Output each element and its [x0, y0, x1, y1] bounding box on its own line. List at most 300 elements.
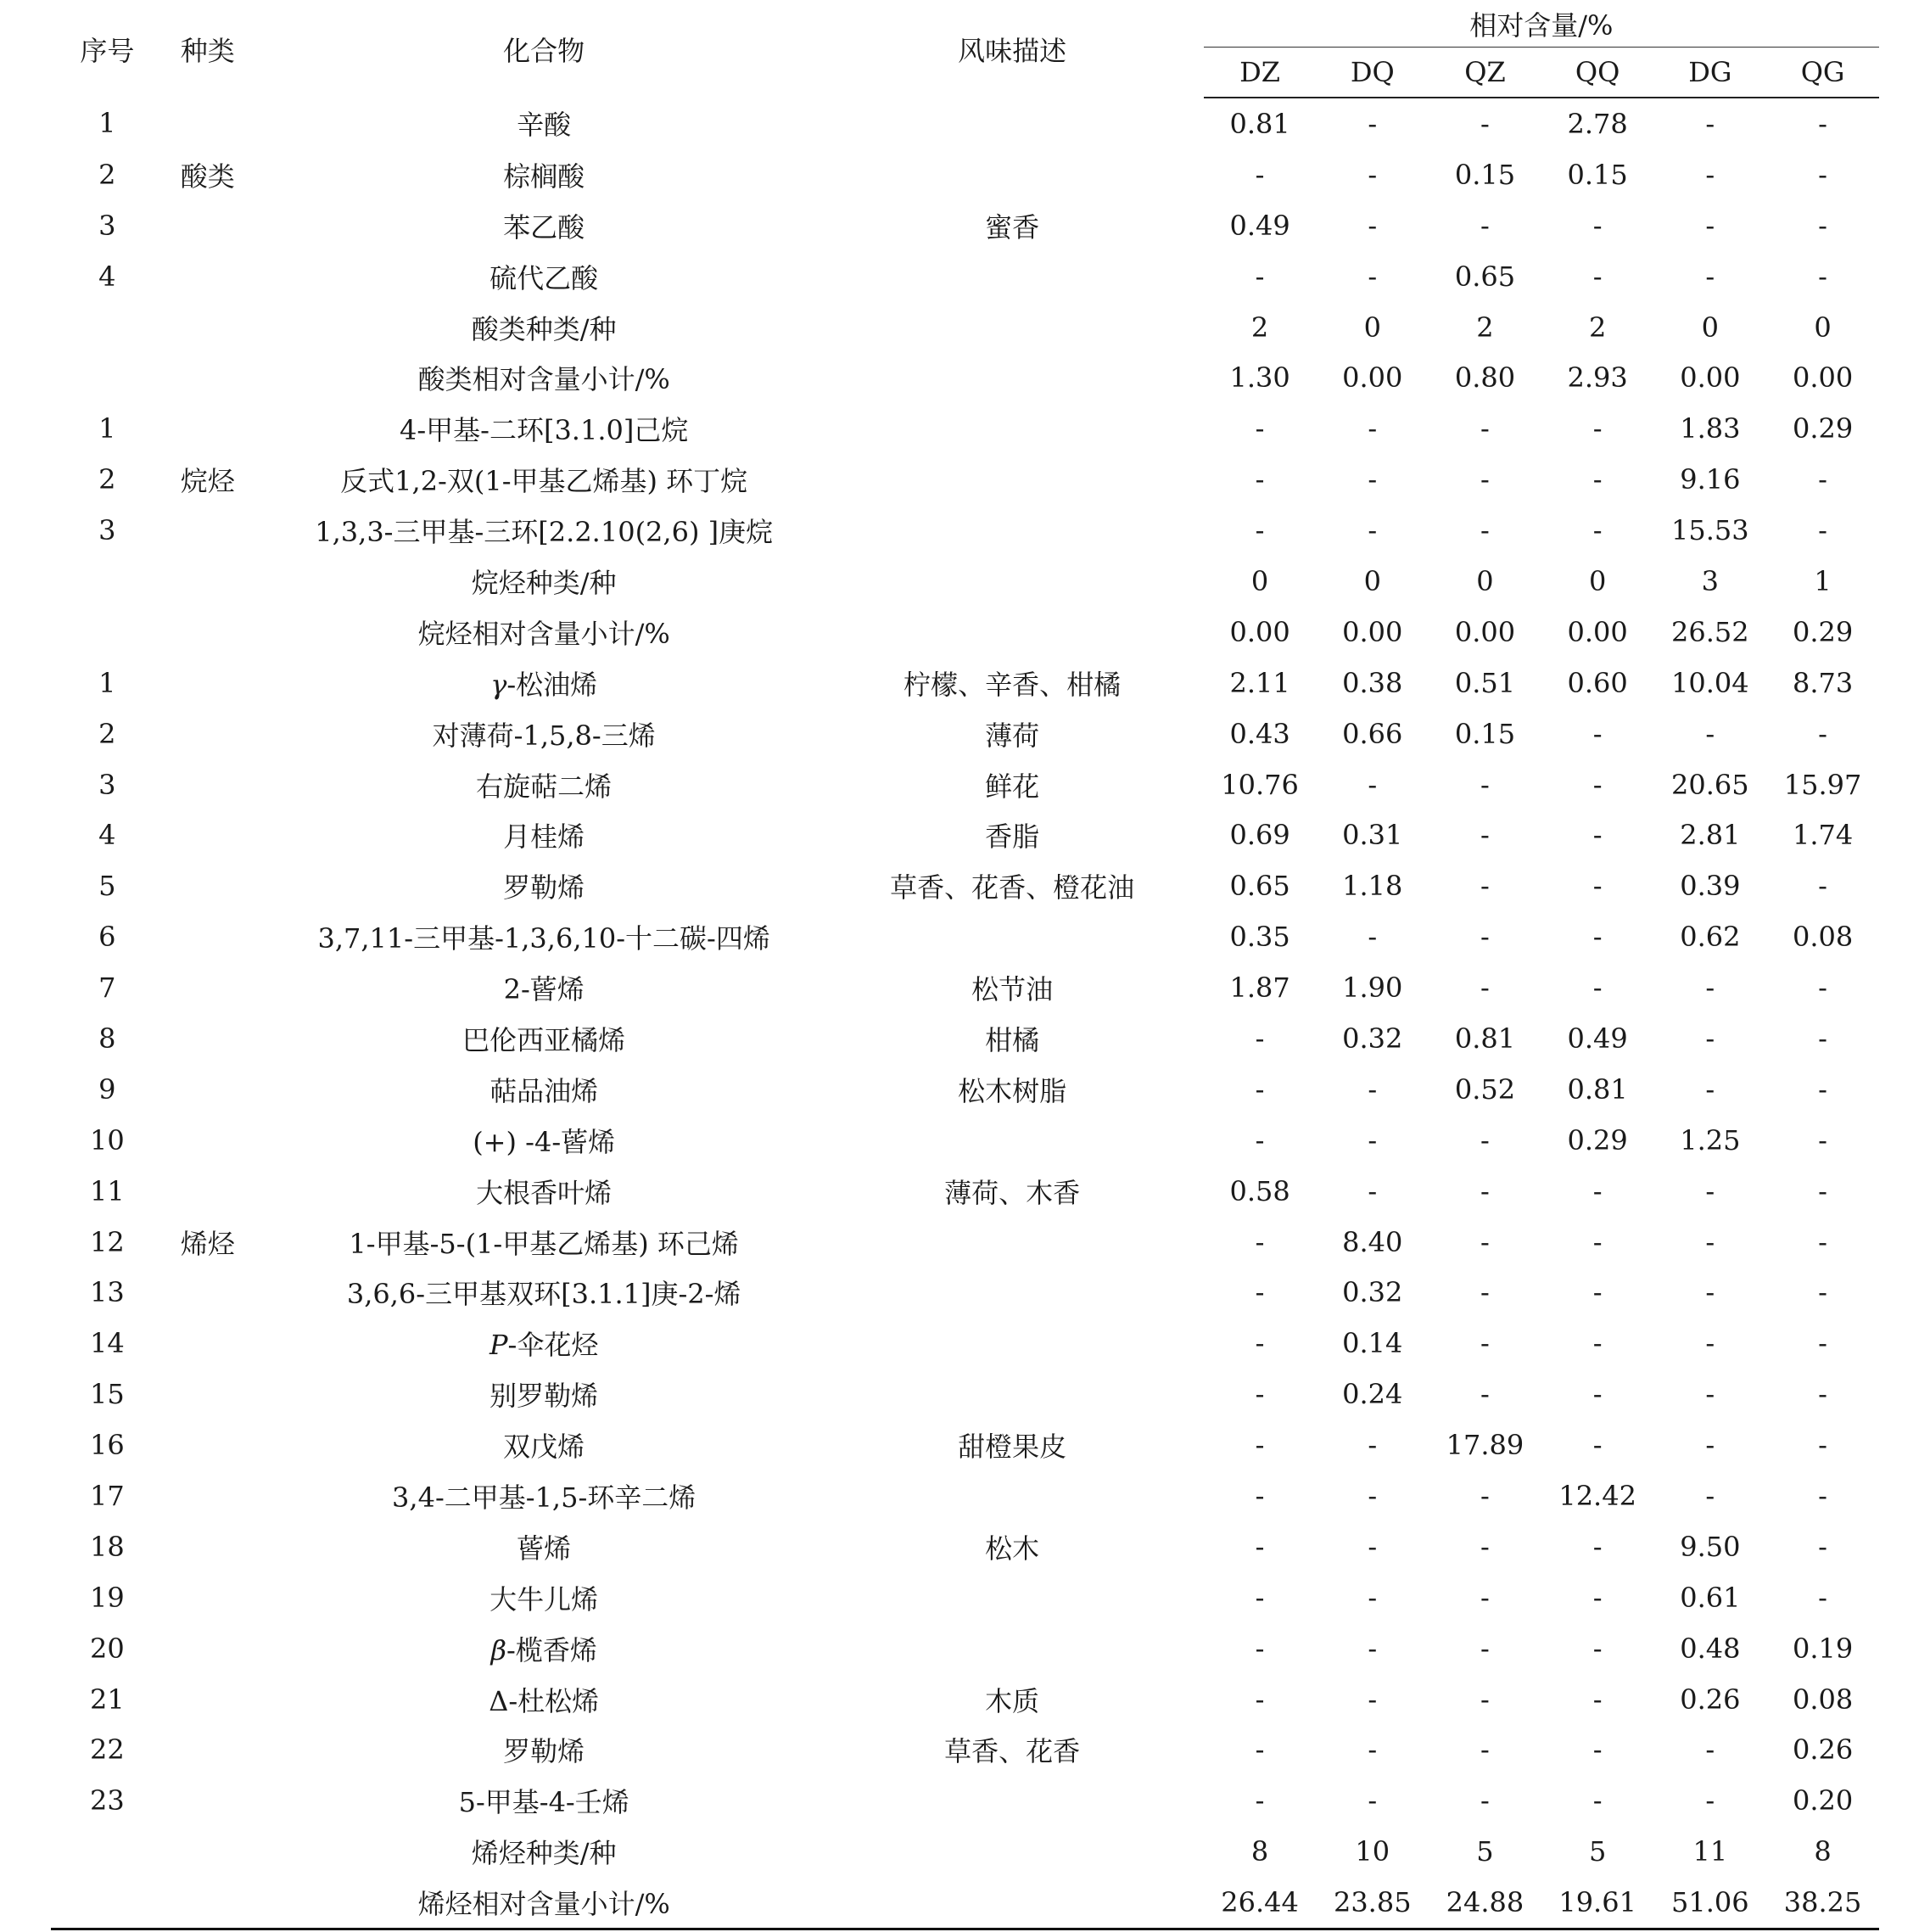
table-row — [51, 1725, 1879, 1776]
row-compound: 烷烃相对含量小计/% — [417, 617, 670, 650]
row-category — [164, 1369, 267, 1420]
row-value-dg: - — [1705, 1072, 1715, 1106]
row-value-qg: 0.00 — [1792, 361, 1854, 395]
row-value-dq: 8.40 — [1342, 1225, 1403, 1258]
row-compound: 3,6,6-三甲基双环[3.1.1]庚-2-烯 — [346, 1278, 741, 1311]
row-index: 10 — [89, 1123, 125, 1156]
row-flavor — [821, 1217, 1204, 1268]
table-row — [51, 962, 1879, 1013]
table-row — [51, 200, 1879, 251]
row-value-qg: - — [1818, 1378, 1827, 1411]
row-index: 8 — [98, 1022, 116, 1055]
row-flavor — [821, 505, 1204, 556]
row-value-dz: - — [1255, 1225, 1265, 1258]
row-compound: 3,4-二甲基-1,5-环辛二烯 — [392, 1481, 696, 1514]
row-index: 18 — [89, 1530, 125, 1563]
row-category — [164, 1420, 267, 1470]
table-body — [51, 98, 1879, 1929]
table-row — [51, 1267, 1879, 1318]
row-flavor: 蜜香 — [985, 210, 1040, 244]
row-value-dg: 10.04 — [1671, 666, 1749, 699]
row-value-qz: - — [1480, 1225, 1490, 1258]
row-category — [164, 1775, 267, 1826]
row-compound: 萜品油烯 — [489, 1074, 599, 1107]
table-row — [51, 708, 1879, 759]
row-value-qq: - — [1592, 1530, 1603, 1563]
row-flavor — [821, 98, 1204, 149]
row-value-qg: - — [1818, 158, 1827, 191]
row-value-dq: - — [1368, 1429, 1378, 1462]
row-value-qg: - — [1818, 717, 1827, 750]
row-index: 20 — [89, 1632, 125, 1665]
row-value-qz: 0 — [1476, 564, 1494, 597]
row-value-dz: 0.43 — [1229, 717, 1290, 750]
header-sample: QZ — [1429, 48, 1541, 98]
row-compound: 4-甲基-二环[3.1.0]己烷 — [399, 414, 689, 447]
row-value-dg: 51.06 — [1653, 1877, 1766, 1929]
table-row — [51, 1775, 1879, 1826]
row-index — [51, 1877, 164, 1929]
table-row — [51, 658, 1879, 708]
row-compound: 烯烃种类/种 — [471, 1837, 617, 1870]
row-compound: 右旋萜二烯 — [476, 770, 613, 803]
row-flavor: 松节油 — [971, 973, 1054, 1006]
row-flavor — [821, 149, 1204, 200]
row-value-dz: - — [1255, 1123, 1265, 1156]
row-value-qz: - — [1480, 972, 1490, 1005]
row-value-qg: 0 — [1814, 311, 1832, 344]
row-index: 14 — [89, 1327, 125, 1360]
table-row — [51, 454, 1879, 505]
row-value-dg: 0.48 — [1680, 1632, 1741, 1665]
row-value-qz: - — [1480, 1683, 1490, 1716]
table-row — [51, 1166, 1879, 1217]
row-value-dq: - — [1368, 412, 1378, 445]
row-value-qq: 0.15 — [1567, 158, 1628, 191]
row-flavor — [821, 1115, 1204, 1166]
row-value-qz: 0.00 — [1454, 615, 1516, 648]
header-idx: 序号 — [80, 34, 135, 67]
row-value-dz: - — [1255, 412, 1265, 445]
row-index: 2 — [98, 158, 116, 191]
row-value-dg: 1.25 — [1680, 1123, 1741, 1156]
row-compound: 苯乙酸 — [503, 210, 585, 244]
row-value-qg: 8.73 — [1792, 666, 1854, 699]
row-flavor — [821, 403, 1204, 454]
row-category — [164, 607, 267, 658]
table-row — [51, 1369, 1879, 1420]
row-value-qq: - — [1592, 1784, 1603, 1817]
row-value-dq: 0.31 — [1342, 819, 1403, 852]
row-flavor: 草香、花香、橙花油 — [890, 871, 1135, 904]
row-value-qz: 0.80 — [1454, 361, 1516, 395]
table-row — [51, 1115, 1879, 1166]
row-value-dq: 10 — [1355, 1835, 1390, 1868]
row-value-qz: 0.15 — [1454, 717, 1516, 750]
row-compound: 罗勒烯 — [503, 871, 585, 904]
row-value-dq: 0.24 — [1342, 1378, 1403, 1411]
row-value-dg: - — [1705, 1022, 1715, 1055]
row-value-dz: 1.87 — [1229, 972, 1290, 1005]
row-value-qz: - — [1480, 1378, 1490, 1411]
row-value-dg: - — [1705, 1327, 1715, 1360]
row-value-dq: - — [1368, 158, 1378, 191]
row-value-dg: 0.39 — [1680, 870, 1741, 903]
row-value-qg: - — [1818, 209, 1827, 242]
row-value-qg: - — [1818, 972, 1827, 1005]
row-index: 12 — [89, 1225, 125, 1258]
table-row — [51, 1217, 1879, 1268]
row-flavor — [821, 1877, 1204, 1929]
row-value-dg: - — [1705, 1225, 1715, 1258]
row-value-dz: - — [1255, 463, 1265, 496]
row-compound: 酸类相对含量小计/% — [417, 363, 670, 396]
row-value-qz: 0.52 — [1454, 1072, 1516, 1106]
row-flavor — [821, 251, 1204, 302]
row-index — [51, 556, 164, 607]
row-value-dg: 0.00 — [1680, 361, 1741, 395]
row-value-dq: - — [1368, 921, 1378, 954]
row-value-qg: - — [1818, 514, 1827, 547]
row-flavor — [821, 1826, 1204, 1877]
row-category — [164, 962, 267, 1013]
row-value-dg: 26.52 — [1671, 615, 1749, 648]
row-compound: 棕榈酸 — [503, 160, 585, 193]
row-value-dz: 26.44 — [1204, 1877, 1317, 1929]
row-index — [51, 607, 164, 658]
row-value-dg: - — [1705, 1784, 1715, 1817]
row-flavor — [821, 352, 1204, 403]
row-category — [164, 302, 267, 353]
row-value-qq: - — [1592, 1429, 1603, 1462]
row-value-dg: 2.81 — [1680, 819, 1741, 852]
row-value-dq: - — [1368, 260, 1378, 293]
row-value-dg: - — [1705, 1378, 1715, 1411]
row-value-dz: 0.49 — [1229, 209, 1290, 242]
row-category — [164, 403, 267, 454]
row-compound: 1,3,3-三甲基-三环[2.2.10(2,6) ]庚烷 — [315, 516, 774, 549]
row-value-dq: 0.32 — [1342, 1022, 1403, 1055]
row-value-qq: 12.42 — [1558, 1479, 1636, 1512]
row-index: 13 — [89, 1276, 125, 1309]
row-flavor: 柑橘 — [985, 1023, 1040, 1056]
row-value-qq: - — [1592, 1276, 1603, 1309]
row-value-qg: 8 — [1814, 1835, 1832, 1868]
row-value-dz: - — [1255, 1733, 1265, 1767]
row-compound: 酸类种类/种 — [471, 312, 617, 345]
row-value-qz: - — [1480, 1784, 1490, 1817]
row-value-dg: - — [1705, 260, 1715, 293]
row-compound: Δ-杜松烯 — [489, 1684, 600, 1717]
header-compound: 化合物 — [503, 34, 585, 67]
row-flavor: 松木 — [985, 1532, 1040, 1565]
row-value-dq: - — [1368, 1530, 1378, 1563]
row-index: 7 — [98, 972, 116, 1005]
row-value-dq: 0.00 — [1342, 615, 1403, 648]
row-value-qz: 24.88 — [1429, 1877, 1541, 1929]
row-value-dg: - — [1705, 1429, 1715, 1462]
row-value-qz: - — [1480, 463, 1490, 496]
row-value-dz: 0.58 — [1229, 1174, 1290, 1207]
row-value-qz: 5 — [1476, 1835, 1494, 1868]
row-flavor: 木质 — [985, 1684, 1040, 1717]
row-value-qz: - — [1480, 1276, 1490, 1309]
row-value-qg: - — [1818, 1123, 1827, 1156]
row-value-dq: - — [1368, 463, 1378, 496]
row-compound: 2-蒈烯 — [503, 973, 585, 1006]
row-category — [164, 658, 267, 708]
row-value-dz: 1.30 — [1229, 361, 1290, 395]
row-index: 6 — [98, 921, 116, 954]
row-value-qg: 1 — [1814, 564, 1832, 597]
row-category: 酸类 — [180, 160, 235, 193]
row-value-dq: - — [1368, 1733, 1378, 1767]
row-category — [164, 1877, 267, 1929]
row-value-dq: 1.90 — [1342, 972, 1403, 1005]
row-value-qq: 0.60 — [1567, 666, 1628, 699]
row-value-qg: 1.74 — [1792, 819, 1854, 852]
row-category — [164, 1623, 267, 1674]
table-row — [51, 1877, 1879, 1929]
row-value-dz: - — [1255, 514, 1265, 547]
row-compound: 烯烃相对含量小计/% — [267, 1877, 821, 1929]
row-category — [164, 1572, 267, 1623]
row-value-dq: - — [1368, 1123, 1378, 1156]
row-index: 5 — [98, 870, 116, 903]
row-category — [164, 200, 267, 251]
header-sample: DZ — [1204, 48, 1317, 98]
row-value-qg: 0.19 — [1792, 1632, 1854, 1665]
row-value-qz: 2 — [1476, 311, 1494, 344]
row-value-dz: - — [1255, 1022, 1265, 1055]
row-value-qq: 0.29 — [1567, 1123, 1628, 1156]
row-value-qq: - — [1592, 1327, 1603, 1360]
row-value-dz: - — [1255, 1479, 1265, 1512]
table-row — [51, 251, 1879, 302]
row-value-dz: - — [1255, 1683, 1265, 1716]
row-value-dq: - — [1368, 209, 1378, 242]
header-flavor: 风味描述 — [958, 34, 1067, 67]
row-value-qz: - — [1480, 412, 1490, 445]
row-value-qq: - — [1592, 870, 1603, 903]
row-value-dg: 0 — [1701, 311, 1719, 344]
row-value-qq: - — [1592, 1225, 1603, 1258]
row-flavor: 甜橙果皮 — [958, 1431, 1067, 1464]
row-value-qq: - — [1592, 463, 1603, 496]
row-value-qq: 2.78 — [1567, 107, 1628, 140]
row-index: 17 — [89, 1479, 125, 1512]
row-compound: β-榄香烯 — [490, 1633, 597, 1666]
row-flavor: 草香、花香 — [944, 1735, 1081, 1768]
table-row — [51, 403, 1879, 454]
row-value-qg: - — [1818, 1225, 1827, 1258]
row-value-dz: 0.65 — [1229, 870, 1290, 903]
row-value-dq: - — [1368, 107, 1378, 140]
row-value-qg: - — [1818, 1022, 1827, 1055]
row-value-qz: - — [1480, 514, 1490, 547]
row-value-qg: 0.08 — [1792, 1683, 1854, 1716]
row-flavor — [821, 1470, 1204, 1521]
row-category — [164, 1725, 267, 1776]
table-header — [51, 0, 1879, 98]
row-value-dq: 0.00 — [1342, 361, 1403, 395]
row-value-dg: - — [1705, 972, 1715, 1005]
row-value-dq: - — [1368, 1479, 1378, 1512]
row-value-dz: 8 — [1250, 1835, 1269, 1868]
row-index: 22 — [89, 1733, 125, 1767]
row-value-dq: 0 — [1363, 564, 1381, 597]
row-value-qq: 0.49 — [1567, 1022, 1628, 1055]
row-category — [164, 809, 267, 860]
header-relative-content: 相对含量/% — [1204, 0, 1879, 48]
row-category — [164, 911, 267, 962]
header-sample: DG — [1653, 48, 1766, 98]
row-compound: 双戊烯 — [503, 1431, 585, 1464]
row-category — [164, 505, 267, 556]
row-value-dg: 3 — [1701, 564, 1719, 597]
row-value-qg: 0.29 — [1792, 412, 1854, 445]
row-value-dg: 1.83 — [1680, 412, 1741, 445]
row-value-qz: 0.81 — [1454, 1022, 1516, 1055]
row-value-qg: - — [1818, 1530, 1827, 1563]
row-flavor: 薄荷 — [985, 719, 1040, 752]
row-compound: γ-松油烯 — [490, 668, 598, 701]
row-flavor — [821, 911, 1204, 962]
row-value-qz: - — [1480, 209, 1490, 242]
row-value-dz: 0.81 — [1229, 107, 1290, 140]
table-row — [51, 607, 1879, 658]
row-value-qq: - — [1592, 972, 1603, 1005]
row-value-dz: 0 — [1250, 564, 1269, 597]
row-value-dq: 0.66 — [1342, 717, 1403, 750]
row-category — [164, 352, 267, 403]
row-value-dg: - — [1705, 1733, 1715, 1767]
row-flavor: 松木树脂 — [958, 1074, 1067, 1107]
row-value-qz: - — [1480, 1733, 1490, 1767]
row-value-dg: - — [1705, 717, 1715, 750]
table-row — [51, 352, 1879, 403]
table-row — [51, 860, 1879, 911]
row-flavor — [821, 1318, 1204, 1369]
row-value-qq: 0 — [1588, 564, 1607, 597]
row-index — [51, 302, 164, 353]
row-value-qq: - — [1592, 819, 1603, 852]
row-value-qg: - — [1818, 1072, 1827, 1106]
row-value-qg: - — [1818, 260, 1827, 293]
header-sample: QQ — [1541, 48, 1654, 98]
row-value-dg: - — [1705, 1174, 1715, 1207]
row-category — [164, 1267, 267, 1318]
row-value-qq: 0.00 — [1567, 615, 1628, 648]
row-compound: (+) -4-蒈烯 — [473, 1125, 616, 1158]
row-index: 1 — [98, 107, 116, 140]
row-flavor — [821, 607, 1204, 658]
row-value-dg: 20.65 — [1671, 768, 1749, 801]
row-compound: 5-甲基-4-壬烯 — [458, 1786, 629, 1819]
row-value-qq: - — [1592, 768, 1603, 801]
row-category — [164, 1674, 267, 1725]
row-value-dz: - — [1255, 1429, 1265, 1462]
row-value-dz: - — [1255, 1072, 1265, 1106]
row-value-qg: 15.97 — [1783, 768, 1862, 801]
row-index: 16 — [89, 1429, 125, 1462]
row-compound: 对薄荷-1,5,8-三烯 — [432, 719, 656, 752]
row-category — [164, 1470, 267, 1521]
row-value-qz: - — [1480, 819, 1490, 852]
row-compound: 3,7,11-三甲基-1,3,6,10-十二碳-四烯 — [317, 922, 770, 955]
row-value-qz: 0.51 — [1454, 666, 1516, 699]
row-value-dz: - — [1255, 1276, 1265, 1309]
row-index: 2 — [98, 717, 116, 750]
row-index: 15 — [89, 1378, 125, 1411]
row-value-dg: - — [1705, 1479, 1715, 1512]
row-value-qq: - — [1592, 412, 1603, 445]
row-value-qq: - — [1592, 1174, 1603, 1207]
row-category — [164, 1064, 267, 1115]
row-value-qg: - — [1818, 107, 1827, 140]
row-value-dz: - — [1255, 158, 1265, 191]
row-value-qz: 0.15 — [1454, 158, 1516, 191]
row-value-dg: 9.50 — [1680, 1530, 1741, 1563]
header-category: 种类 — [180, 34, 235, 67]
row-value-dq: 0.32 — [1342, 1276, 1403, 1309]
row-compound: 别罗勒烯 — [489, 1380, 599, 1413]
row-value-dq: 0.38 — [1342, 666, 1403, 699]
row-value-dz: 10.76 — [1221, 768, 1299, 801]
table-row — [51, 1470, 1879, 1521]
row-index: 2 — [98, 463, 116, 496]
row-flavor — [821, 1623, 1204, 1674]
row-compound: 辛酸 — [517, 109, 572, 142]
row-flavor — [821, 556, 1204, 607]
row-value-qz: - — [1480, 1174, 1490, 1207]
row-category — [164, 708, 267, 759]
row-compound: 罗勒烯 — [503, 1735, 585, 1768]
row-category: 烯烃 — [180, 1227, 235, 1260]
row-index: 1 — [98, 412, 116, 445]
row-value-qq: - — [1592, 1581, 1603, 1614]
row-value-dg: - — [1705, 209, 1715, 242]
row-index: 4 — [98, 819, 116, 852]
table-row — [51, 911, 1879, 962]
row-category — [164, 1521, 267, 1572]
table-row — [51, 149, 1879, 200]
row-value-dg: 11 — [1692, 1835, 1728, 1868]
row-value-dg: - — [1705, 1276, 1715, 1309]
row-value-dg: - — [1705, 107, 1715, 140]
row-value-qq: - — [1592, 717, 1603, 750]
row-value-dq: - — [1368, 1072, 1378, 1106]
row-value-qq: - — [1592, 1378, 1603, 1411]
table-row — [51, 759, 1879, 810]
row-value-dq: 23.85 — [1316, 1877, 1429, 1929]
row-value-qz: - — [1480, 921, 1490, 954]
table-row — [51, 302, 1879, 353]
row-value-dq: 1.18 — [1342, 870, 1403, 903]
row-value-qq: - — [1592, 209, 1603, 242]
row-index — [51, 1826, 164, 1877]
row-value-qg: - — [1818, 870, 1827, 903]
row-category — [164, 759, 267, 810]
row-value-dq: - — [1368, 1683, 1378, 1716]
row-value-dz: 2.11 — [1229, 666, 1290, 699]
row-index: 4 — [98, 260, 116, 293]
row-category — [164, 860, 267, 911]
row-value-qg: - — [1818, 1327, 1827, 1360]
row-value-qz: - — [1480, 1327, 1490, 1360]
row-compound: 反式1,2-双(1-甲基乙烯基) 环丁烷 — [340, 465, 748, 498]
row-compound: P-伞花烃 — [489, 1329, 599, 1362]
